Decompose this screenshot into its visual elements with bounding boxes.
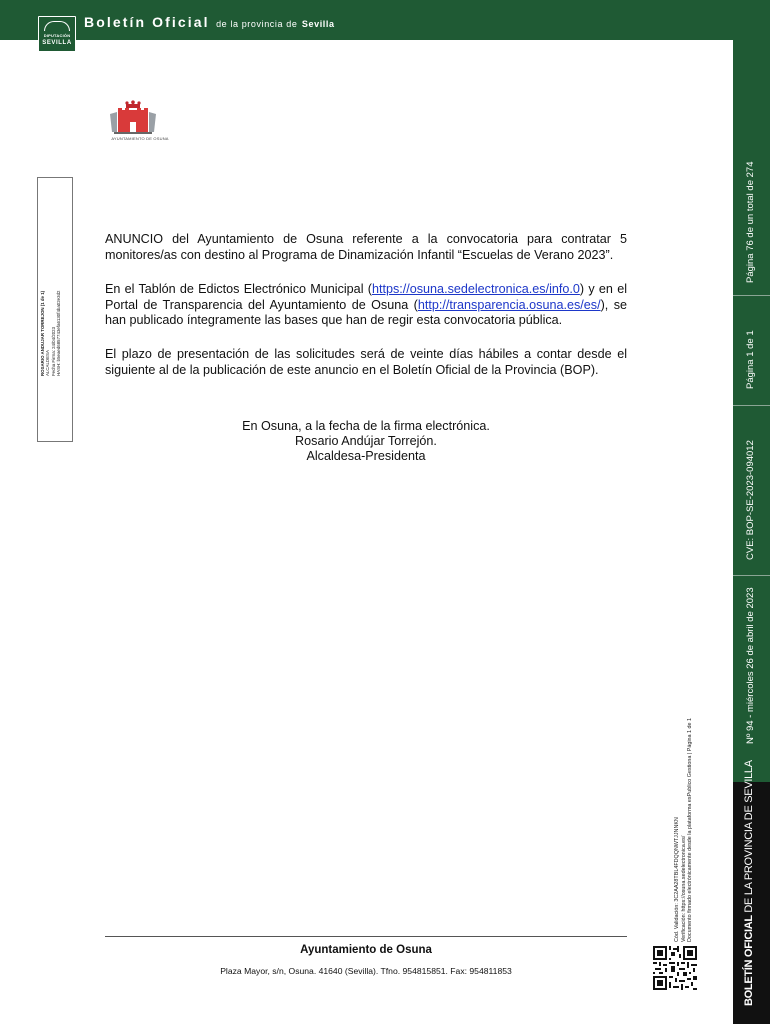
- brand-main: Boletín Oficial: [84, 14, 210, 30]
- validation-text: [674, 718, 694, 942]
- validation-line: Verificación: https://osuna.sedelectronica.es/: [680, 835, 687, 942]
- diputacion-logo: [38, 16, 76, 52]
- deadline-paragraph: El plazo de presentación de las solicitudes será de veinte días hábiles a contar desde el siguiente al de la publicación de este anuncio en el Boletín Oficial de la Provincia (BOP).: [105, 347, 627, 377]
- sidebar-title-light: DE LA PROVINCIA DE SEVILLA: [743, 760, 755, 913]
- brand-place: Sevilla: [301, 19, 335, 29]
- stamp-line: Fecha Firma: 24/04/2023: [50, 326, 56, 376]
- publication-title: [84, 14, 335, 34]
- logo-small-text: DIPUTACIÓN: [43, 33, 71, 38]
- page-local: Página 1 de 1: [745, 330, 756, 389]
- sidebar-divider: [733, 575, 770, 576]
- logo-caption: AYUNTAMIENTO DE OSUNA: [111, 136, 169, 141]
- sidebar-divider: [733, 405, 770, 406]
- stamp-line: HASH: b5eaed6857743efa6130f4ba02e3d2: [56, 290, 62, 376]
- footer-institution: Ayuntamiento de Osuna: [300, 944, 432, 956]
- stamp-line: ALCALDESA: [45, 350, 51, 376]
- tablon-edictos-link[interactable]: https://osuna.sedelectronica.es/info.0: [371, 282, 580, 296]
- validation-line: Documento firmado electrónicamente desde la plataforma esPublico Gestiona | Página 1 de 1: [687, 717, 694, 942]
- sidebar-title-bold: BOLETÍN OFICIAL: [743, 915, 755, 1006]
- footer-divider: [105, 936, 627, 937]
- para2-text: ), se han publicado íntegramente las bases que han de regir esta convocatoria pública.: [105, 297, 627, 327]
- signature-name: Rosario Andújar Torrejón.: [295, 434, 437, 448]
- logo-arc-icon: [44, 21, 70, 31]
- qr-code-icon[interactable]: [653, 946, 697, 990]
- signature-place-date: En Osuna, a la fecha de la firma electrónica.: [242, 419, 490, 433]
- publication-paragraph: [105, 282, 627, 329]
- sidebar-divider: [733, 295, 770, 296]
- sidebar-publication-title: [743, 760, 755, 1006]
- stamp-line: ROSARIO ANDUJAR TORREJON (1 de 1): [40, 290, 45, 376]
- ayuntamiento-logo: [104, 100, 176, 144]
- para2-text: ) y en el Portal de Transparencia del Ayuntamiento de Osuna (: [105, 282, 627, 312]
- footer-address: Plaza Mayor, s/n, Osuna. 41640 (Sevilla). Tfno. 954815851. Fax: 954811853: [220, 966, 512, 976]
- signature-role: Alcaldesa-Presidenta: [306, 449, 426, 463]
- logo-word-text: SEVILLA: [42, 40, 72, 46]
- issue-date: Nº 94 - miércoles 26 de abril de 2023: [745, 587, 756, 744]
- para2-text: En el Tablón de Edictos Electrónico Municipal (: [105, 282, 372, 296]
- validation-line: Cód. Validación: 3C2AA28TBL4FDQQNWTJJNNKN: [674, 817, 680, 942]
- brand-sub: de la provincia de: [216, 19, 298, 29]
- page-of-total: Página 76 de un total de 274: [745, 161, 756, 283]
- transparencia-link[interactable]: http://transparencia.osuna.es/es/: [417, 297, 601, 312]
- signature-stamp-text: [40, 291, 62, 376]
- announcement-paragraph: ANUNCIO del Ayuntamiento de Osuna referente a la convocatoria para contratar 5 monitores/as con destino al Programa de Dinamización Infantil “Escuelas de Verano 2023”.: [105, 232, 627, 262]
- cve-code: CVE: BOP-SE-2023-094012: [745, 440, 756, 560]
